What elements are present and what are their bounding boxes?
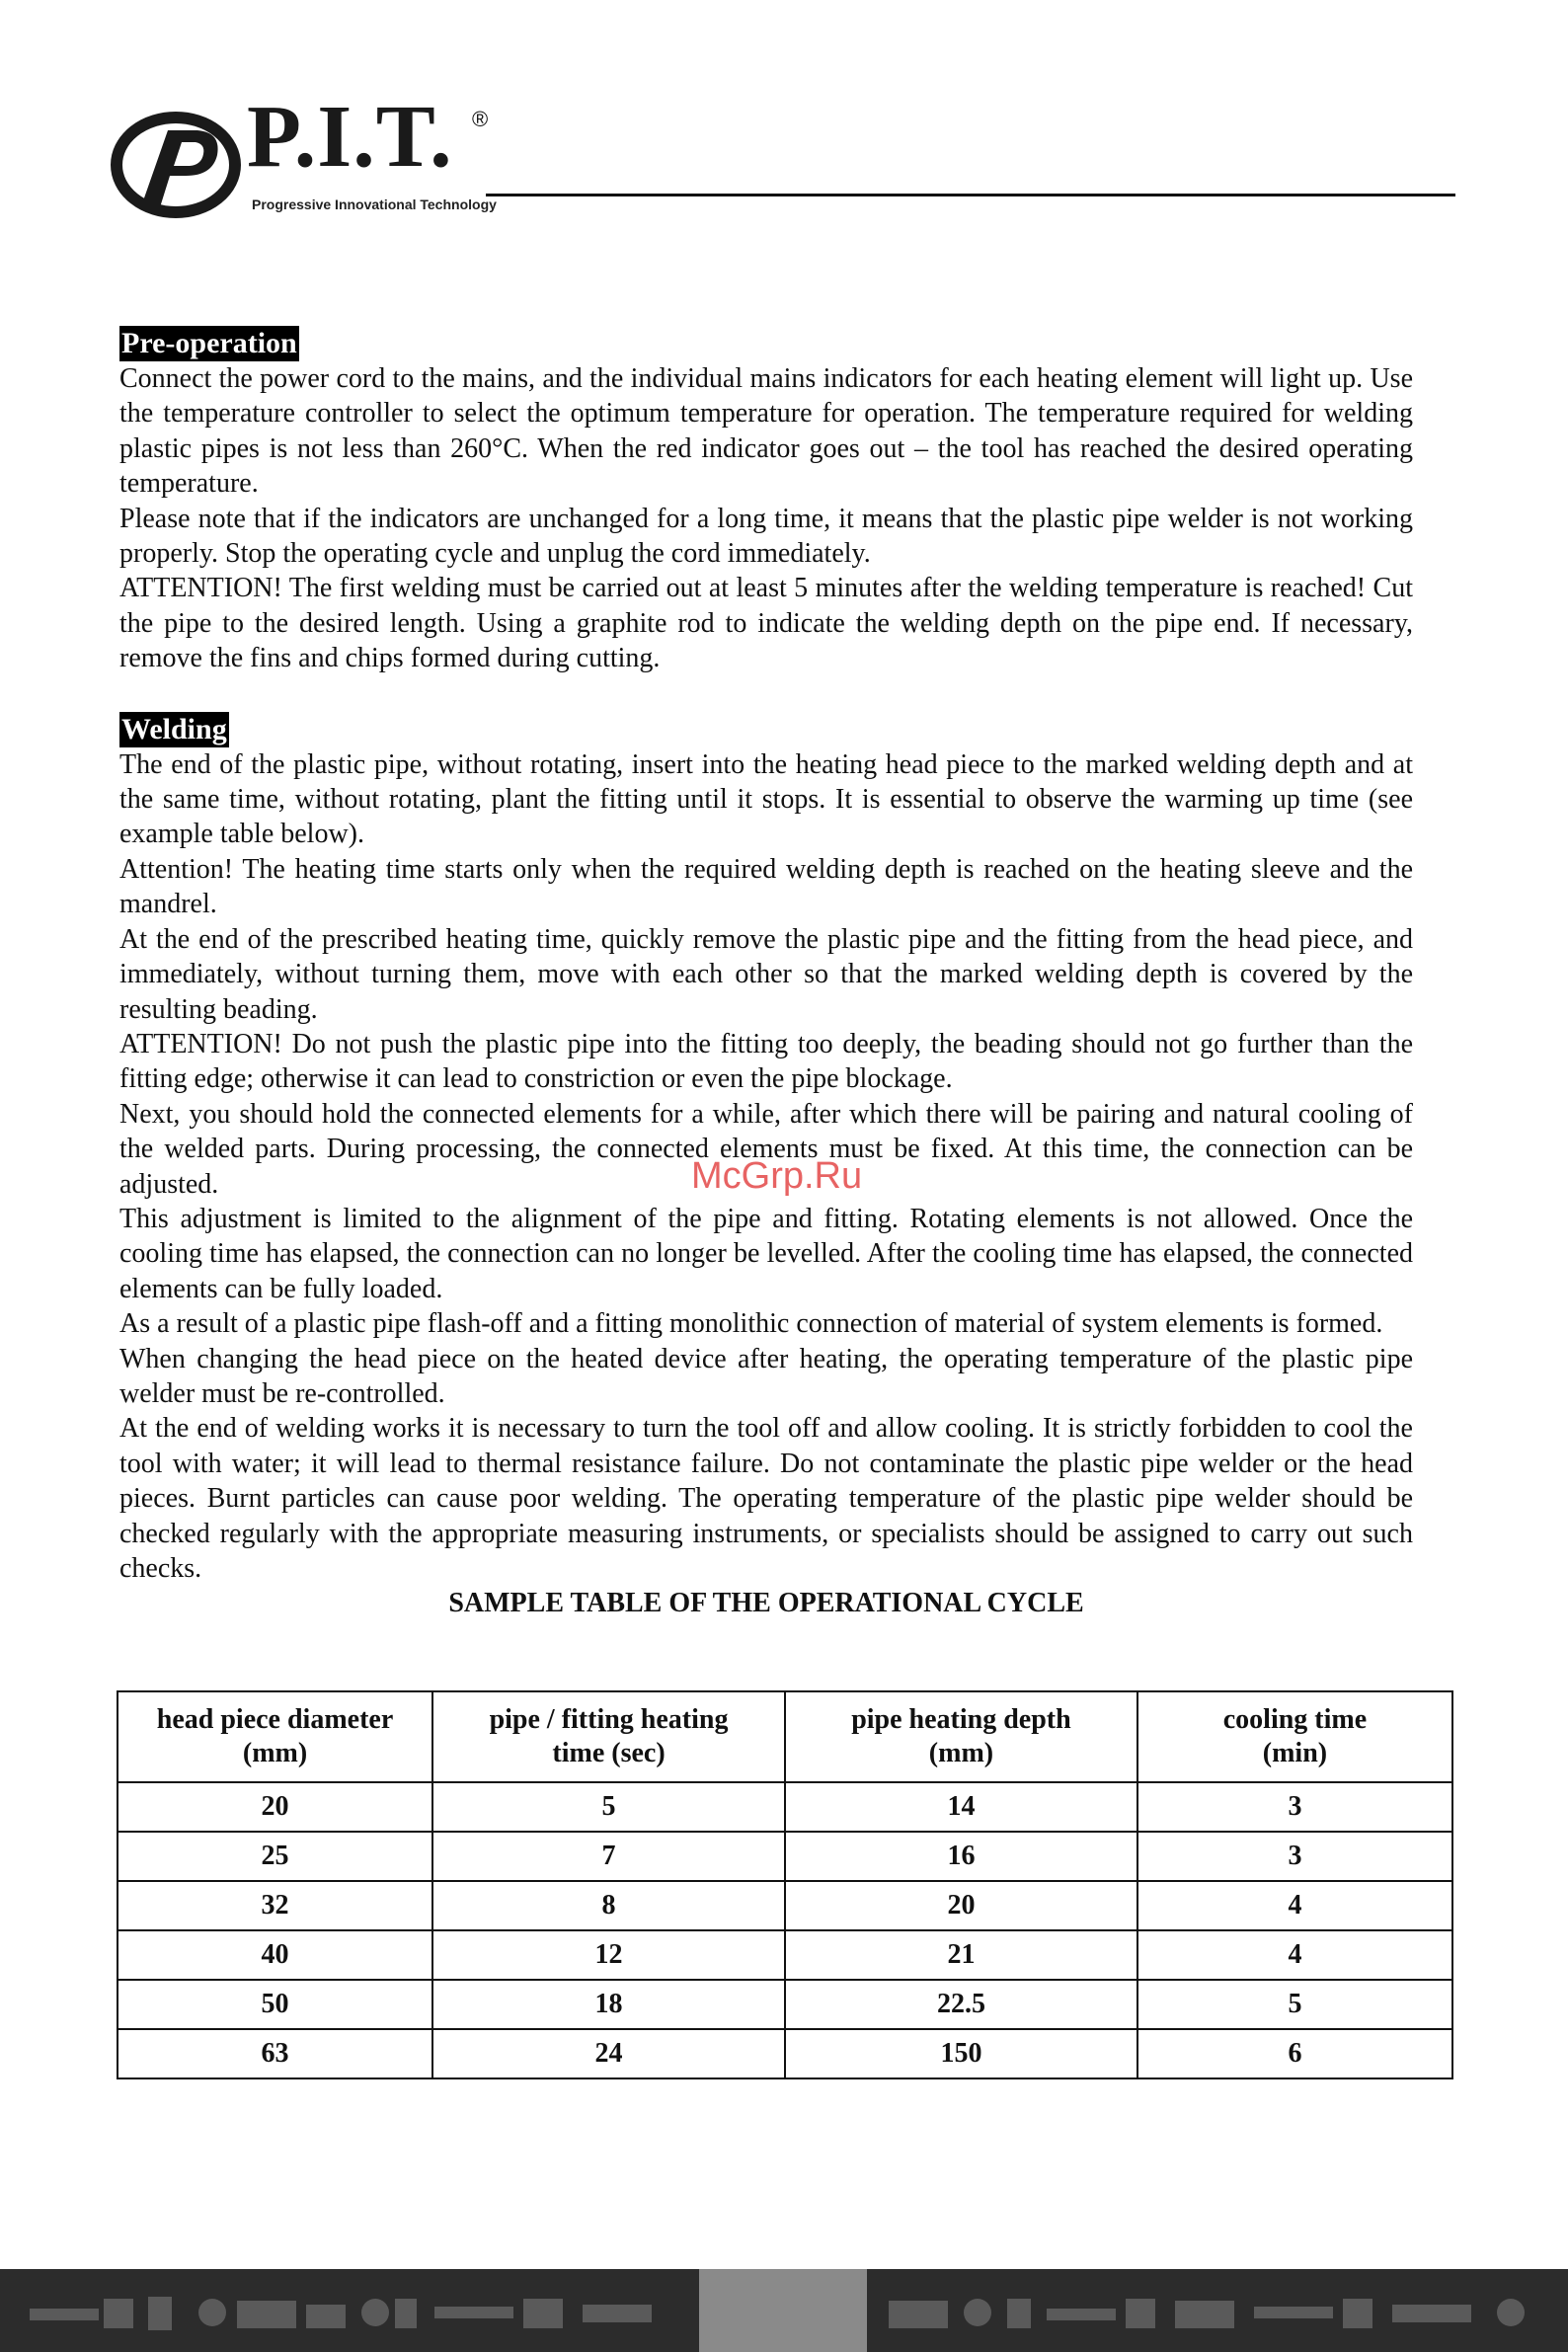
tool-silhouettes-icon (0, 2291, 1568, 2334)
paragraph: ATTENTION! Do not push the plastic pipe into the fitting too deeply, the beading should not go further than the fitting edge; otherwise it can lead to constriction or even the pipe blockage. (119, 1028, 1413, 1095)
column-header: head piece diameter (mm) (118, 1691, 432, 1782)
table-row (118, 1980, 1452, 2029)
watermark: McGrp.Ru (691, 1155, 863, 1197)
paragraph: As a result of a plastic pipe flash-off and a fitting monolithic connection of material of system elements is formed. (119, 1308, 1383, 1340)
logo-text: P.I.T. (247, 88, 453, 186)
column-header: cooling time (min) (1137, 1691, 1452, 1782)
table-cell: 6 (1137, 2029, 1452, 2078)
operational-cycle-table (117, 1690, 1453, 2079)
table-cell: 16 (785, 1832, 1137, 1881)
table-cell: 32 (118, 1881, 432, 1930)
table-cell: 21 (785, 1930, 1137, 1980)
table-cell: 24 (432, 2029, 785, 2078)
main-content (119, 326, 1413, 1621)
paragraph: Next, you should hold the connected elements for a while, after which there will be pairing and natural cooling of the welded parts. During processing, the connected elements must be fixed. At this time, the connection can be adjusted. (119, 1098, 1413, 1200)
paragraph: Attention! The heating time starts only when the required welding depth is reached on the heating sleeve and the mandrel. (119, 853, 1413, 920)
table-cell: 40 (118, 1930, 432, 1980)
table-row (118, 1782, 1452, 1832)
section-title-welding: Welding (121, 712, 227, 745)
table-cell: 14 (785, 1782, 1137, 1832)
table-row (118, 1832, 1452, 1881)
paragraph: This adjustment is limited to the alignment of the pipe and fitting. Rotating elements is not allowed. Once the cooling time has elapsed, the connection can no longer be levelled. After the cooling time has elapsed, the connected elements can be fully loaded. (119, 1203, 1413, 1304)
paragraph: When changing the head piece on the heated device after heating, the operating temperature of the plastic pipe welder must be re-controlled. (119, 1343, 1413, 1409)
table-cell: 3 (1137, 1832, 1452, 1881)
table-row (118, 1930, 1452, 1980)
paragraph: Please note that if the indicators are unchanged for a long time, it means that the plastic pipe welder is not working properly. Stop the operating cycle and unplug the cord immediately. (119, 503, 1413, 570)
paragraph: The end of the plastic pipe, without rotating, insert into the heating head piece to the marked welding depth and at the same time, without rotating, plant the fitting until it stops. It is essential to observe the warming up time (see example table below). (119, 748, 1413, 850)
table-cell: 12 (432, 1930, 785, 1980)
table-cell: 18 (432, 1980, 785, 2029)
table-title: SAMPLE TABLE OF THE OPERATIONAL CYCLE (448, 1588, 1084, 1619)
table-cell: 25 (118, 1832, 432, 1881)
paragraph: ATTENTION! The first welding must be carried out at least 5 minutes after the welding temperature is reached! Cut the pipe to the desired length. Using a graphite rod to indicate the welding depth on the pipe end. If necessary, remove the fins and chips formed during cutting. (119, 573, 1413, 674)
page-footer (0, 2269, 1568, 2352)
table-cell: 63 (118, 2029, 432, 2078)
table-row (118, 1881, 1452, 1930)
table-cell: 7 (432, 1832, 785, 1881)
table-cell: 3 (1137, 1782, 1452, 1832)
table-cell: 150 (785, 2029, 1137, 2078)
table-cell: 4 (1137, 1930, 1452, 1980)
table-row (118, 2029, 1452, 2078)
paragraph: Connect the power cord to the mains, and the individual mains indicators for each heating element will light up. Use the temperature controller to select the optimum temperature for operation. The temperature required for welding plastic pipes is not less than 260°C. When the red indicator goes out – the tool has reached the desired operating temperature. (119, 363, 1413, 500)
table-cell: 20 (785, 1881, 1137, 1930)
registered-mark: ® (472, 107, 489, 131)
table-cell: 5 (432, 1782, 785, 1832)
table-cell: 5 (1137, 1980, 1452, 2029)
column-header: pipe / fitting heating time (sec) (432, 1691, 785, 1782)
section-title-pre-operation: Pre-operation (121, 327, 297, 359)
column-header: pipe heating depth (mm) (785, 1691, 1137, 1782)
pit-logo-icon (111, 111, 241, 219)
paragraph: At the end of the prescribed heating time, quickly remove the plastic pipe and the fitting from the head piece, and immediately, without turning them, move with each other so that the marked welding depth is covered by the resulting beading. (119, 923, 1413, 1025)
paragraph: At the end of welding works it is necessary to turn the tool off and allow cooling. It is strictly forbidden to cool the tool with water; it will lead to thermal resistance failure. Do not contaminate the plastic pipe welder or the head pieces. Burnt particles can cause poor welding. The operating temperature of the plastic pipe welder should be checked regularly with the appropriate measuring instruments, or specialists should be assigned to carry out such checks. (119, 1413, 1413, 1584)
header-divider (486, 194, 1455, 196)
table-header-row (118, 1691, 1452, 1782)
table-cell: 22.5 (785, 1980, 1137, 2029)
logo-tagline: Progressive Innovational Technology (252, 196, 497, 212)
table-cell: 50 (118, 1980, 432, 2029)
table-cell: 8 (432, 1881, 785, 1930)
table-cell: 4 (1137, 1881, 1452, 1930)
page-header (111, 88, 1455, 217)
table-cell: 20 (118, 1782, 432, 1832)
